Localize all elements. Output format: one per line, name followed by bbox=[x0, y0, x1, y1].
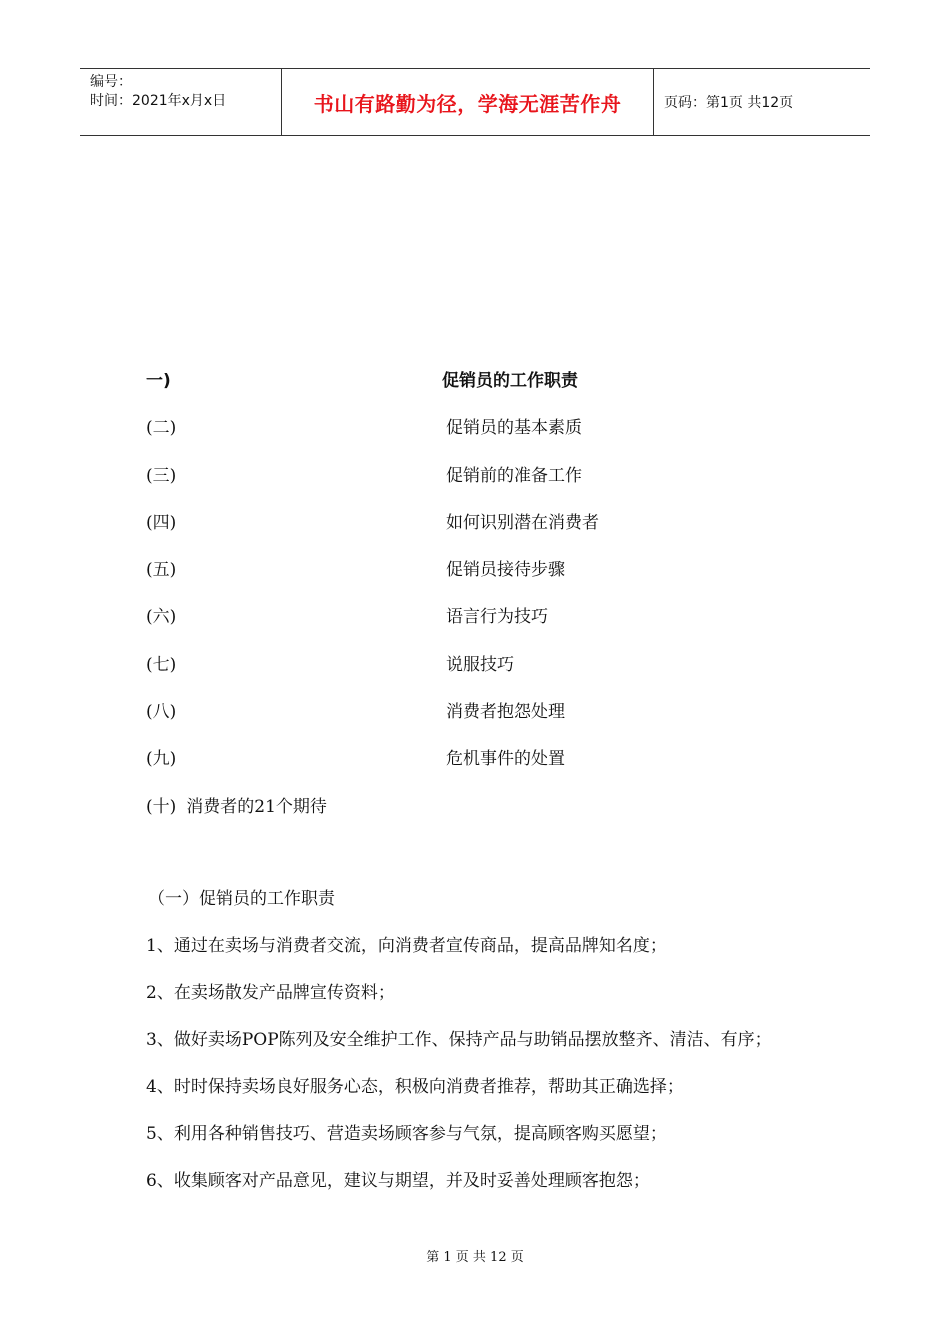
toc-item-title: 危机事件的处置 bbox=[446, 749, 565, 770]
toc-item-number: 一) bbox=[146, 371, 171, 391]
header-meta bbox=[80, 69, 282, 135]
document-header bbox=[80, 68, 870, 136]
toc-item-title: 消费者的21个期待 bbox=[186, 796, 327, 817]
toc-item bbox=[146, 652, 826, 699]
toc-item-title: 消费者抱怨处理 bbox=[446, 702, 565, 723]
toc-item bbox=[146, 746, 826, 793]
toc-item-number: (七) bbox=[146, 654, 177, 675]
duty-item: 3、做好卖场POP陈列及安全维护工作、保持产品与助销品摆放整齐、清洁、有序； bbox=[146, 1030, 772, 1050]
toc-item bbox=[146, 368, 826, 415]
toc-item-number: (九) bbox=[146, 749, 177, 770]
duty-item: 5、利用各种销售技巧、营造卖场顾客参与气氛，提高顾客购买愿望； bbox=[146, 1124, 667, 1144]
toc-item bbox=[146, 604, 826, 651]
duty-item: 6、收集顾客对产品意见，建议与期望，并及时妥善处理顾客抱怨； bbox=[146, 1171, 650, 1191]
page-info: 页码：第1页 共12页 bbox=[664, 95, 794, 111]
section-body bbox=[146, 887, 816, 1216]
toc-item-title: 促销前的准备工作 bbox=[446, 465, 582, 486]
toc-item bbox=[146, 699, 826, 746]
motto-text: 书山有路勤为径，学海无涯苦作舟 bbox=[313, 91, 622, 116]
toc-item-title: 促销员的工作职责 bbox=[442, 371, 578, 391]
page-footer bbox=[0, 1246, 950, 1265]
toc-item-number: (六) bbox=[146, 607, 177, 628]
toc-item-title: 促销员接待步骤 bbox=[446, 560, 565, 581]
toc-item bbox=[146, 557, 826, 604]
footer-page-number: 第 1 页 共 12 页 bbox=[426, 1250, 524, 1265]
toc-item-title: 促销员的基本素质 bbox=[446, 418, 582, 439]
section-heading: （一）促销员的工作职责 bbox=[148, 889, 335, 909]
toc-item-number: (四) bbox=[146, 512, 177, 533]
toc-item bbox=[146, 794, 826, 841]
toc-item-number: (五) bbox=[146, 560, 177, 581]
toc-item-number: (二) bbox=[146, 418, 177, 439]
date-line: 时间：2021年x月x日 bbox=[90, 93, 227, 109]
duty-item: 2、在卖场散发产品牌宣传资料； bbox=[146, 983, 395, 1003]
toc-item bbox=[146, 415, 826, 462]
toc-item-number: (八) bbox=[146, 702, 177, 723]
duty-item: 1、通过在卖场与消费者交流，向消费者宣传商品，提高品牌知名度； bbox=[146, 936, 667, 956]
header-page-cell bbox=[654, 69, 870, 135]
duty-item: 4、时时保持卖场良好服务心态，积极向消费者推荐，帮助其正确选择； bbox=[146, 1077, 684, 1097]
toc-item-title: 语言行为技巧 bbox=[446, 607, 548, 628]
toc-item bbox=[146, 463, 826, 510]
table-of-contents bbox=[146, 368, 826, 841]
toc-item-number: (三) bbox=[146, 465, 177, 486]
header-motto-cell bbox=[282, 69, 654, 135]
toc-item-title: 如何识别潜在消费者 bbox=[446, 512, 599, 533]
toc-item-number: (十) bbox=[146, 796, 177, 817]
serial-number-label: 编号： bbox=[90, 74, 132, 90]
toc-item-title: 说服技巧 bbox=[446, 654, 514, 675]
toc-item bbox=[146, 510, 826, 557]
